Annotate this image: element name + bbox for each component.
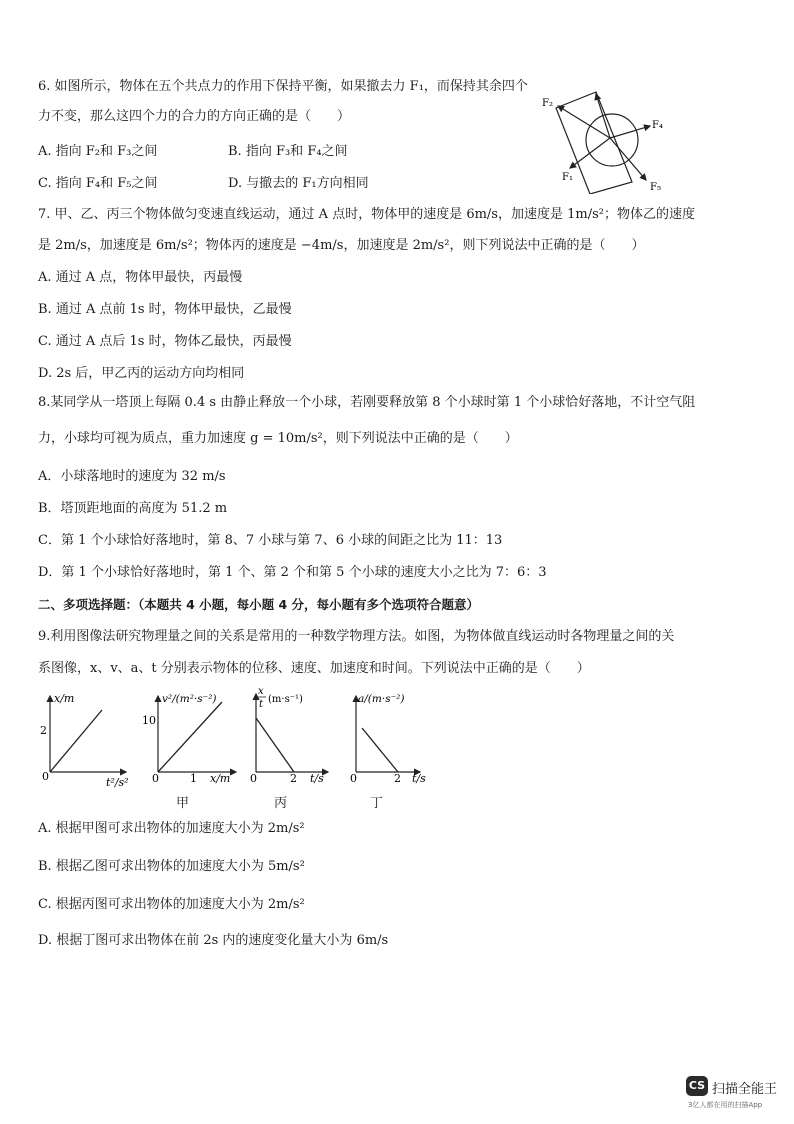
q8-stem-line1: 8.某同学从一塔顶上每隔 0.4 s 由静止释放一个小球，若刚要释放第 8 个小球时第 1 个小球恰好落地，不计空气阻 (38, 395, 696, 410)
q6-stem-line1: 6. 如图所示，物体在五个共点力的作用下保持平衡，如果撤去力 F₁，而保持其余四个 (38, 79, 528, 94)
bing-xlabel: t/s (310, 772, 324, 785)
ding-line (362, 728, 398, 772)
jia-line (50, 710, 102, 772)
ding-ylabel: a/(m·s⁻²) (358, 693, 405, 705)
q7-option-d: D. 2s 后，甲乙丙的运动方向均相同 (38, 366, 245, 381)
q7-stem-line2: 是 2m/s，加速度是 6m/s²；物体丙的速度是 −4m/s，加速度是 2m/s²，则下列说法中正确的是（ ） (38, 238, 645, 253)
q6-option-c: C. 指向 F₄和 F₅之间 (38, 176, 158, 191)
graph-jia (30, 688, 135, 788)
ding-origin: 0 (350, 772, 357, 785)
q9-stem-line2: 系图像，x、v、a、t 分别表示物体的位移、速度、加速度和时间。下列说法中正确的是（ ） (38, 661, 590, 676)
yi-line (158, 702, 222, 772)
ding-xlabel: t/s (412, 772, 426, 785)
q9-option-d: D. 根据丁图可求出物体在前 2s 内的速度变化量大小为 6m/s (38, 933, 389, 948)
q7-stem-line1: 7. 甲、乙、丙三个物体做匀变速直线运动，通过 A 点时，物体甲的速度是 6m/s，加速度是 1m/s²；物体乙的速度 (38, 207, 695, 222)
jia-ylabel: x/m (54, 692, 75, 705)
section-2-heading: 二、多项选择题：（本题共 4 小题，每小题 4 分，每小题有多个选项符合题意） (38, 597, 480, 612)
caption-jia: 甲 (176, 796, 190, 811)
yi-ylabel: v²/(m²·s⁻²) (162, 693, 217, 705)
graph-ding (342, 688, 437, 788)
bing-xtick: 2 (290, 772, 297, 785)
label-f2: F₂ (542, 98, 553, 109)
q8-option-d: D．第 1 个小球恰好落地时，第 1 个、第 2 个和第 5 个小球的速度大小之比为 7：6：3 (38, 565, 547, 580)
label-f1: F₁ (562, 172, 573, 183)
label-f4: F₄ (652, 120, 663, 131)
q9-stem-line1: 9.利用图像法研究物理量之间的关系是常用的一种数学物理方法。如图，为物体做直线运动时各物理量之间的关 (38, 629, 675, 644)
q9-option-b: B. 根据乙图可求出物体的加速度大小为 5m/s² (38, 859, 305, 874)
q7-option-b: B. 通过 A 点前 1s 时，物体甲最快，乙最慢 (38, 302, 292, 317)
q8-option-a: A．小球落地时的速度为 32 m/s (38, 469, 226, 484)
jia-origin: 0 (42, 770, 49, 783)
bing-origin: 0 (250, 772, 257, 785)
caption-bing: 丙 (274, 796, 288, 811)
bing-ylabel-unit: (m·s⁻¹) (268, 694, 303, 705)
yi-xtick: 1 (190, 772, 197, 785)
camscanner-logo-icon: CS (686, 1076, 708, 1096)
bing-line (256, 718, 294, 772)
yi-xlabel: x/m (210, 772, 231, 785)
camscanner-name: 扫描全能王 (712, 1082, 778, 1097)
label-f5: F₅ (650, 182, 661, 193)
q7-option-a: A. 通过 A 点，物体甲最快，丙最慢 (38, 270, 243, 285)
bing-ylabel-den: t (259, 699, 264, 710)
q6-option-d: D. 与撤去的 F₁方向相同 (228, 176, 369, 191)
graph-bing (246, 684, 336, 788)
q6-option-b: B. 指向 F₃和 F₄之间 (228, 144, 348, 159)
q7-option-c: C. 通过 A 点后 1s 时，物体乙最快，丙最慢 (38, 334, 292, 349)
caption-ding: 丁 (370, 796, 384, 811)
q9-option-c: C. 根据丙图可求出物体的加速度大小为 2m/s² (38, 897, 305, 912)
q6-stem-line2: 力不变，那么这四个力的合力的方向正确的是（ ） (38, 109, 351, 124)
graph-yi (140, 688, 250, 788)
yi-ytick: 10 (142, 714, 156, 727)
q8-option-b: B．塔顶距地面的高度为 51.2 m (38, 501, 228, 516)
jia-xlabel: t²/s² (106, 776, 129, 788)
q9-option-a: A. 根据甲图可求出物体的加速度大小为 2m/s² (38, 821, 305, 836)
bing-ylabel-num: x (258, 686, 264, 697)
camscanner-tagline: 3亿人都在用的扫描App (688, 1101, 763, 1109)
q6-force-figure (540, 82, 675, 194)
q8-option-c: C．第 1 个小球恰好落地时，第 8、7 小球与第 7、6 小球的间距之比为 11：13 (38, 533, 503, 548)
ding-xtick: 2 (394, 772, 401, 785)
yi-origin: 0 (152, 772, 159, 785)
jia-ytick: 2 (40, 724, 47, 737)
q8-stem-line2: 力，小球均可视为质点，重力加速度 g = 10m/s²，则下列说法中正确的是（ ） (38, 431, 518, 446)
q6-option-a: A. 指向 F₂和 F₃之间 (38, 144, 158, 159)
